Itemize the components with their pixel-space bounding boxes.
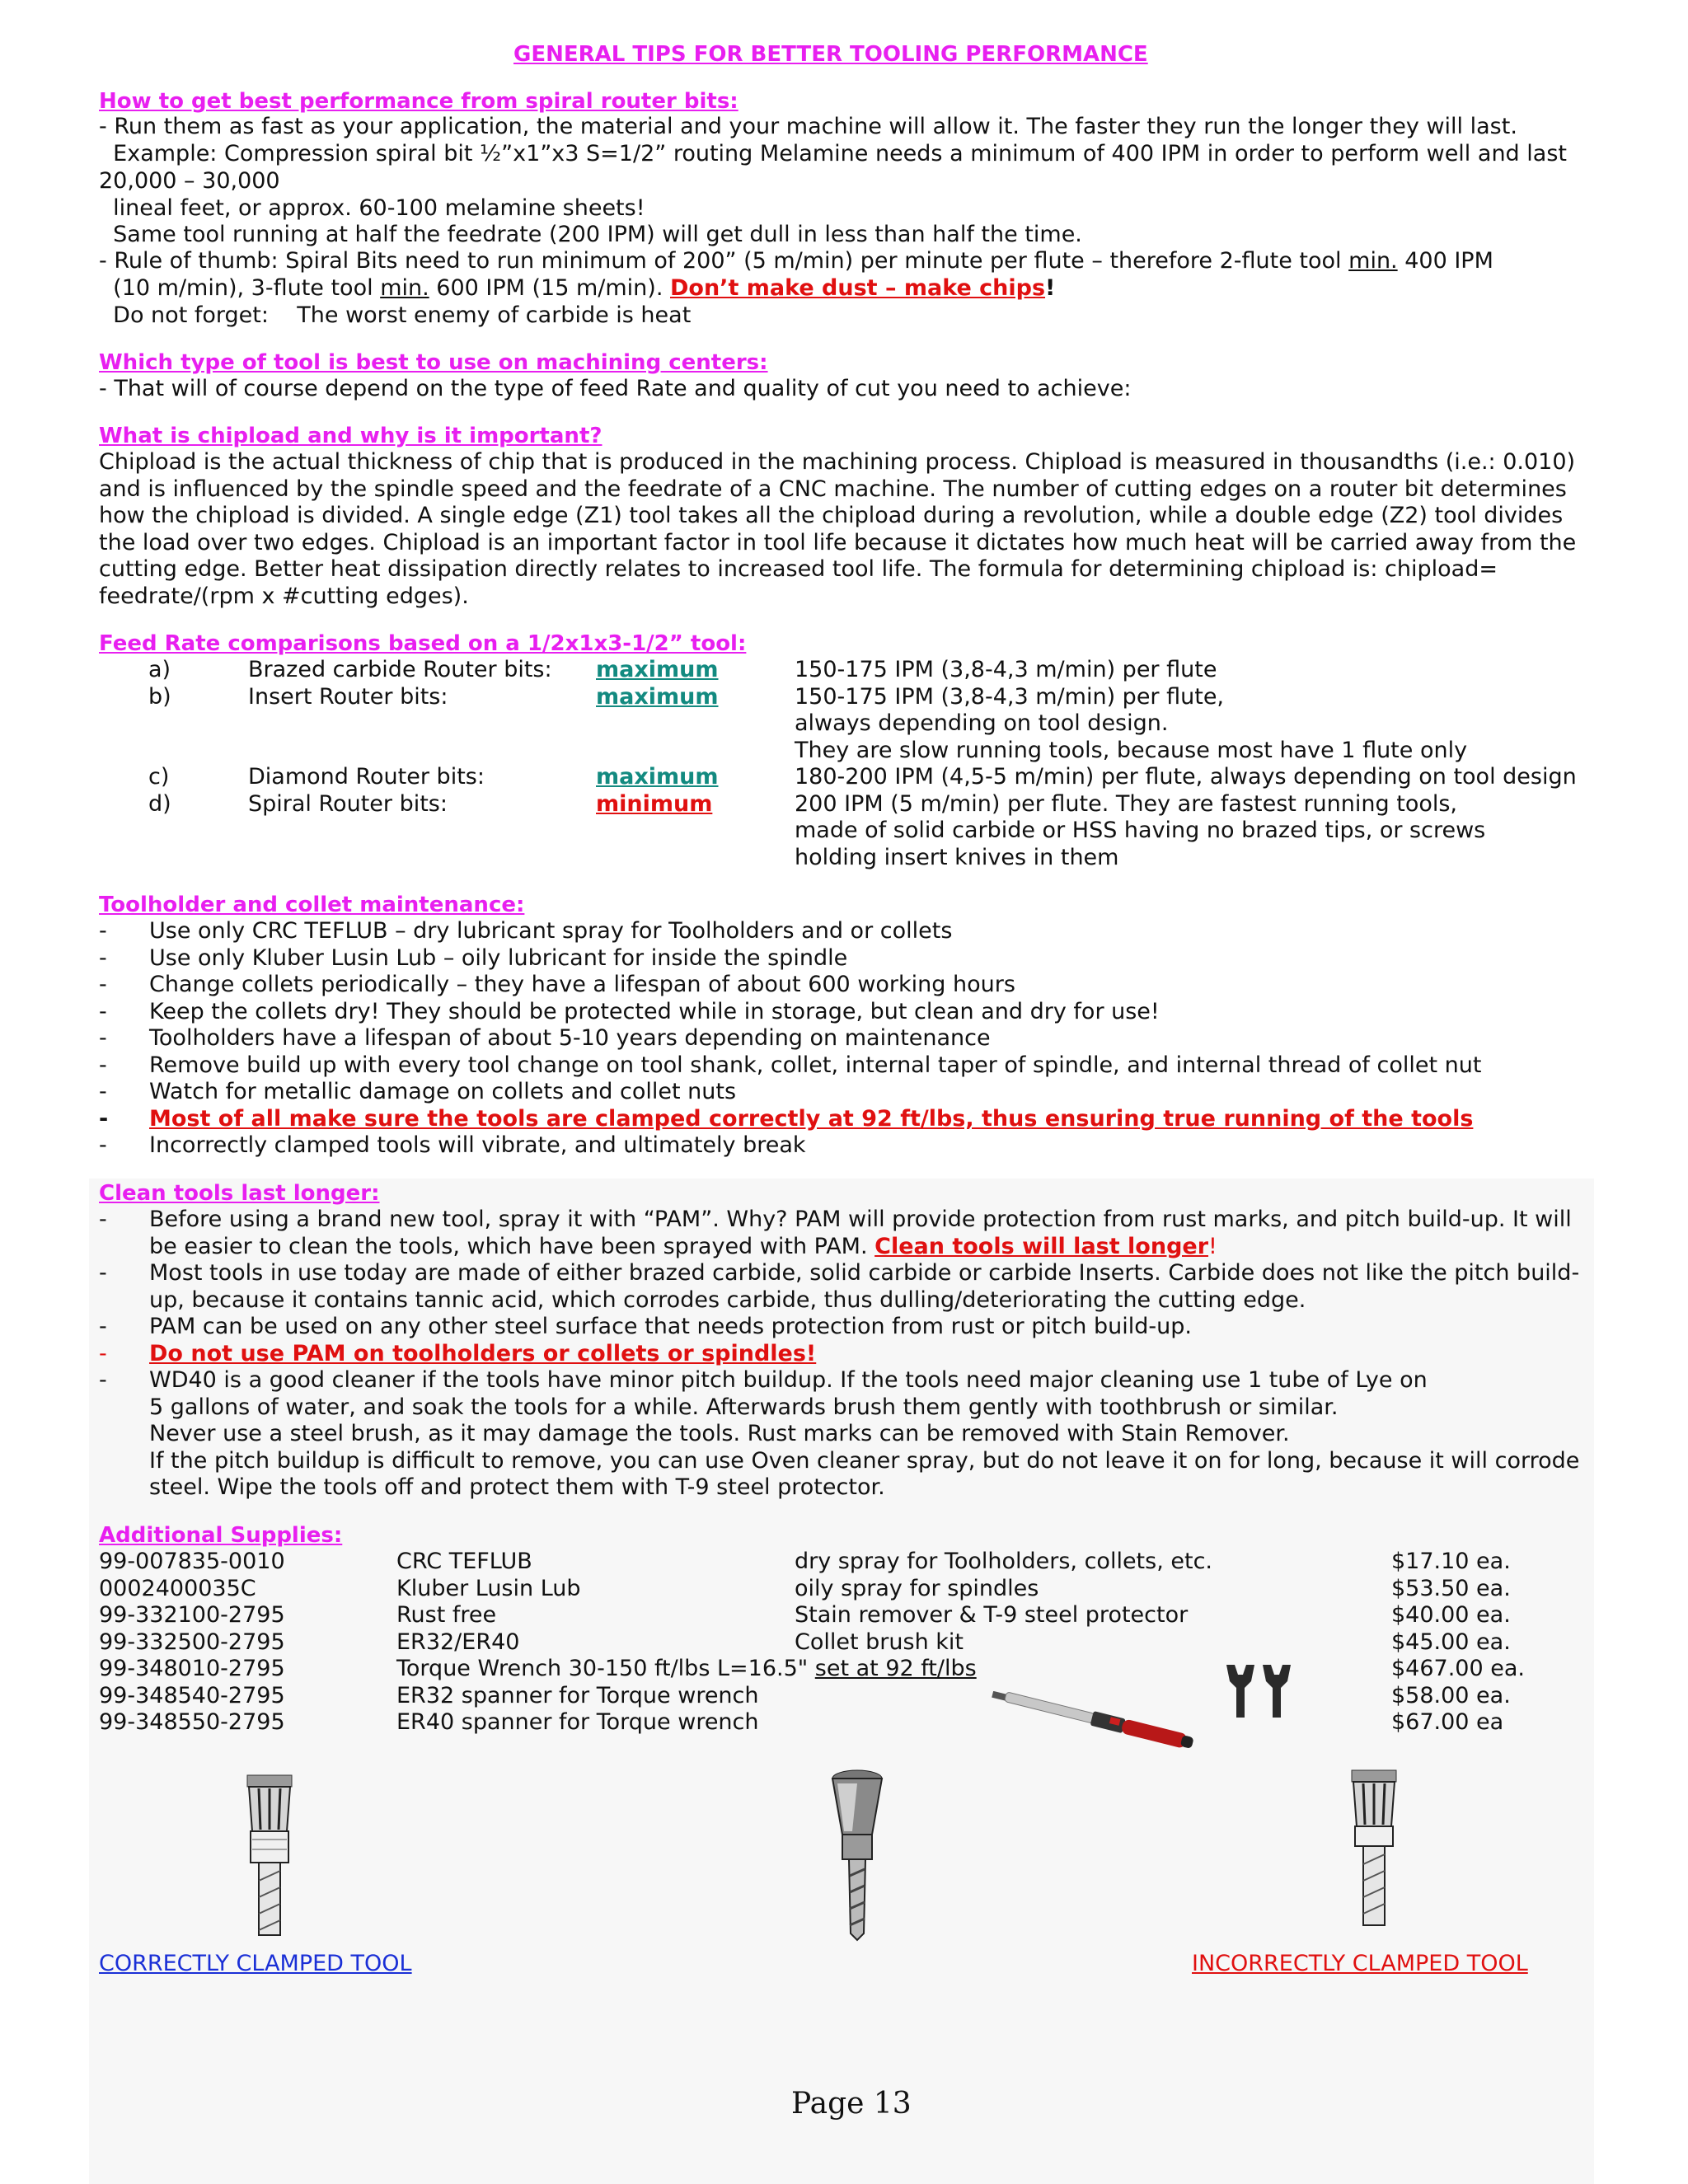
- supply-price: $45.00 ea.: [1391, 1629, 1511, 1655]
- supply-price: $53.50 ea.: [1391, 1576, 1511, 1601]
- bullet-dash: -: [99, 1132, 107, 1158]
- list-item: 5 gallons of water, and soak the tools for a while. Afterwards brush them gently with toothbrush or similar.: [149, 1394, 1339, 1420]
- paragraph-line: - That will of course depend on the type of feed Rate and quality of cut you need to achieve:: [99, 376, 1132, 401]
- supply-desc: Stain remover & T-9 steel protector: [795, 1602, 1189, 1628]
- list-item: Use only Kluber Lusin Lub – oily lubricant for inside the spindle: [149, 945, 848, 971]
- supply-desc: Collet brush kit: [795, 1629, 964, 1655]
- paragraph-line: Same tool running at half the feedrate (200 IPM) will get dull in less than half the time.: [99, 222, 1082, 247]
- feed-row-letter: c): [148, 764, 170, 790]
- supply-price: $58.00 ea.: [1391, 1683, 1511, 1708]
- text-run: 400 IPM: [1397, 248, 1493, 274]
- feed-row-name: Brazed carbide Router bits:: [248, 657, 552, 682]
- supply-part-number: 99-332500-2795: [99, 1629, 285, 1655]
- list-item: PAM can be used on any other steel surface that needs protection from rust or pitch build-up.: [149, 1314, 1192, 1339]
- bullet-dash: -: [99, 1367, 107, 1393]
- bullet-dash: -: [99, 945, 107, 971]
- bullet-dash: -: [99, 1025, 107, 1051]
- supply-name: [396, 1656, 977, 1683]
- list-item: Remove build up with every tool change on tool shank, collet, internal taper of spindle, and internal thread of collet nut: [149, 1052, 1482, 1078]
- feed-row-kind: maximum: [596, 684, 719, 710]
- section-heading-supplies: Additional Supplies:: [99, 1523, 343, 1548]
- supply-name: Rust free: [396, 1602, 497, 1628]
- paragraph-line: 20,000 – 30,000: [99, 168, 280, 194]
- bullet-dash: -: [99, 1106, 109, 1132]
- supply-name: CRC TEFLUB: [396, 1549, 532, 1574]
- collet-tool-icon: [1345, 1769, 1403, 1933]
- paragraph-line: feedrate/(rpm x #cutting edges).: [99, 583, 469, 609]
- page-number: Page 13: [791, 2087, 912, 2121]
- section-heading-feed-rate: Feed Rate comparisons based on a 1/2x1x3-1/2” tool:: [99, 631, 747, 656]
- bullet-dash: -: [99, 1079, 107, 1104]
- supply-name: ER40 spanner for Torque wrench: [396, 1709, 759, 1735]
- collet-tool-icon: [241, 1774, 298, 1938]
- caption-correctly-clamped[interactable]: CORRECTLY CLAMPED TOOL: [99, 1951, 412, 1976]
- supply-name: ER32 spanner for Torque wrench: [396, 1683, 759, 1708]
- feed-row-kind: minimum: [596, 791, 713, 817]
- warning-text: Clean tools will last longer: [874, 1234, 1209, 1259]
- feed-row-letter: a): [148, 657, 171, 682]
- bullet-dash: -: [99, 1052, 107, 1078]
- supply-part-number: 99-332100-2795: [99, 1602, 285, 1628]
- list-item: up, because it contains tannic acid, which corrodes carbide, thus dulling/deteriorating the cutting edge.: [149, 1287, 1306, 1313]
- paragraph-line: cutting edge. Better heat dissipation directly relates to increased tool life. The formula for determining chipload is: chipload=: [99, 556, 1498, 582]
- list-item: If the pitch buildup is difficult to remove, you can use Oven cleaner spray, but do not leave it on for long, because it will corrode: [149, 1448, 1580, 1474]
- feed-row-desc: holding insert knives in them: [795, 845, 1119, 870]
- supply-part-number: 0002400035C: [99, 1576, 256, 1601]
- feed-row-kind: maximum: [596, 657, 719, 682]
- paragraph-line: [99, 248, 1493, 275]
- text-run: - Rule of thumb: Spiral Bits need to run minimum of 200” (5 m/min) per minute per flute – therefore 2-flute tool: [99, 248, 1349, 274]
- supply-price: $17.10 ea.: [1391, 1549, 1511, 1574]
- supply-desc: dry spray for Toolholders, collets, etc.: [795, 1549, 1213, 1574]
- section-heading-chipload: What is chipload and why is it important?: [99, 424, 603, 448]
- bullet-dash: -: [99, 1260, 107, 1286]
- supply-name: ER32/ER40: [396, 1629, 520, 1655]
- supply-part-number: 99-348550-2795: [99, 1709, 285, 1735]
- underlined-text: min.: [380, 275, 429, 301]
- feed-row-desc: 150-175 IPM (3,8-4,3 m/min) per flute: [795, 657, 1217, 682]
- list-item: steel. Wipe the tools off and protect them with T-9 steel protector.: [149, 1474, 885, 1500]
- section-heading-toolholder: Toolholder and collet maintenance:: [99, 893, 525, 917]
- supply-desc: oily spray for spindles: [795, 1576, 1039, 1601]
- paragraph-line: - Run them as fast as your application, the material and your machine will allow it. The faster they run the longer they will last.: [99, 114, 1517, 139]
- list-item: Most tools in use today are made of either brazed carbide, solid carbide or carbide Inserts. Carbide does not like the pitch build-: [149, 1260, 1580, 1286]
- paragraph-line: Example: Compression spiral bit ½”x1”x3 S=1/2” routing Melamine needs a minimum of 400 IPM in order to perform well and last: [99, 141, 1567, 166]
- paragraph-line: lineal feet, or approx. 60-100 melamine sheets!: [99, 195, 645, 221]
- supply-name: Kluber Lusin Lub: [396, 1576, 581, 1601]
- list-item: [149, 1234, 1217, 1261]
- torque-wrench-icon: [985, 1691, 1199, 1757]
- list-item: Use only CRC TEFLUB – dry lubricant spray for Toolholders and or collets: [149, 918, 953, 944]
- list-item-warning: Most of all make sure the tools are clamped correctly at 92 ft/lbs, thus ensuring true running of the tools: [149, 1106, 1474, 1132]
- page-title: GENERAL TIPS FOR BETTER TOOLING PERFORMANCE: [513, 42, 1148, 67]
- bullet-dash: -: [99, 918, 107, 944]
- section-heading-clean: Clean tools last longer:: [99, 1181, 380, 1206]
- supply-part-number: 99-348540-2795: [99, 1683, 285, 1708]
- feed-row-name: Diamond Router bits:: [248, 764, 485, 790]
- text-run: (10 m/min), 3-flute tool: [99, 275, 381, 301]
- list-item: Incorrectly clamped tools will vibrate, and ultimately break: [149, 1132, 806, 1158]
- feed-row-desc: 200 IPM (5 m/min) per flute. They are fastest running tools,: [795, 791, 1458, 817]
- paragraph-line: and is influenced by the spindle speed and the feedrate of a CNC machine. The number of cutting edges on a router bit determines: [99, 476, 1567, 502]
- bullet-dash: -: [99, 1341, 107, 1366]
- text-run: Torque Wrench 30-150 ft/lbs L=16.5": [396, 1656, 815, 1681]
- caption-incorrectly-clamped[interactable]: INCORRECTLY CLAMPED TOOL: [1192, 1951, 1528, 1976]
- paragraph-line: the load over two edges. Chipload is an important factor in tool life because it dictates how much heat will be carried away from the: [99, 530, 1577, 555]
- underlined-text: set at 92 ft/lbs: [814, 1656, 977, 1681]
- feed-row-desc: 150-175 IPM (3,8-4,3 m/min) per flute,: [795, 684, 1225, 710]
- supply-price: $467.00 ea.: [1391, 1656, 1525, 1681]
- feed-row-desc: always depending on tool design.: [795, 710, 1169, 736]
- text-run: 600 IPM (15 m/min).: [429, 275, 670, 301]
- bullet-dash: -: [99, 1314, 107, 1339]
- list-item: WD40 is a good cleaner if the tools have minor pitch buildup. If the tools need major cleaning use 1 tube of Lye on: [149, 1367, 1428, 1393]
- underlined-text: min.: [1348, 248, 1398, 274]
- supply-part-number: 99-007835-0010: [99, 1549, 285, 1574]
- paragraph-line: Chipload is the actual thickness of chip that is produced in the machining process. Chipload is measured in thousandths (i.e.: 0.010): [99, 449, 1576, 475]
- paragraph-line: [99, 275, 1055, 302]
- list-item: Never use a steel brush, as it may damage the tools. Rust marks can be removed with Stain Remover.: [149, 1421, 1290, 1446]
- supply-part-number: 99-348010-2795: [99, 1656, 285, 1681]
- warning-text: Don’t make dust – make chips: [670, 275, 1046, 301]
- feed-row-name: Spiral Router bits:: [248, 791, 448, 817]
- list-item: Before using a brand new tool, spray it with “PAM”. Why? PAM will provide protection from rust marks, and pitch build-up. It will: [149, 1207, 1572, 1232]
- collet-tool-icon: [824, 1769, 890, 1942]
- list-item: Change collets periodically – they have a lifespan of about 600 working hours: [149, 972, 1015, 997]
- list-item: Keep the collets dry! They should be protected while in storage, but clean and dry for use!: [149, 999, 1160, 1024]
- text-run: !: [1208, 1234, 1217, 1259]
- supply-price: $40.00 ea.: [1391, 1602, 1511, 1628]
- section-heading-spiral: How to get best performance from spiral router bits:: [99, 89, 738, 114]
- supply-price: $67.00 ea: [1391, 1709, 1504, 1735]
- feed-row-name: Insert Router bits:: [248, 684, 448, 710]
- section-heading-which: Which type of tool is best to use on machining centers:: [99, 350, 768, 375]
- paragraph-line: Do not forget: The worst enemy of carbide is heat: [99, 302, 692, 328]
- feed-row-desc: They are slow running tools, because most have 1 flute only: [795, 738, 1468, 763]
- feed-row-letter: b): [148, 684, 171, 710]
- list-item: Watch for metallic damage on collets and collet nuts: [149, 1079, 737, 1104]
- feed-row-kind: maximum: [596, 764, 719, 790]
- bullet-dash: -: [99, 999, 107, 1024]
- list-item: Toolholders have a lifespan of about 5-10 years depending on maintenance: [149, 1025, 991, 1051]
- bullet-dash: -: [99, 972, 107, 997]
- feed-row-letter: d): [148, 791, 171, 817]
- feed-row-desc: 180-200 IPM (4,5-5 m/min) per flute, always depending on tool design: [795, 764, 1577, 790]
- paragraph-line: how the chipload is divided. A single edge (Z1) tool takes all the chipload during a revolution, while a double edge (Z2) tool divides: [99, 503, 1564, 528]
- list-item-warning: Do not use PAM on toolholders or collets or spindles!: [149, 1341, 817, 1366]
- feed-row-desc: made of solid carbide or HSS having no brazed tips, or screws: [795, 818, 1486, 843]
- bullet-dash: -: [99, 1207, 107, 1232]
- spanner-icon: [1221, 1661, 1296, 1719]
- text-run: !: [1045, 275, 1056, 301]
- text-run: be easier to clean the tools, which have been sprayed with PAM.: [149, 1234, 875, 1259]
